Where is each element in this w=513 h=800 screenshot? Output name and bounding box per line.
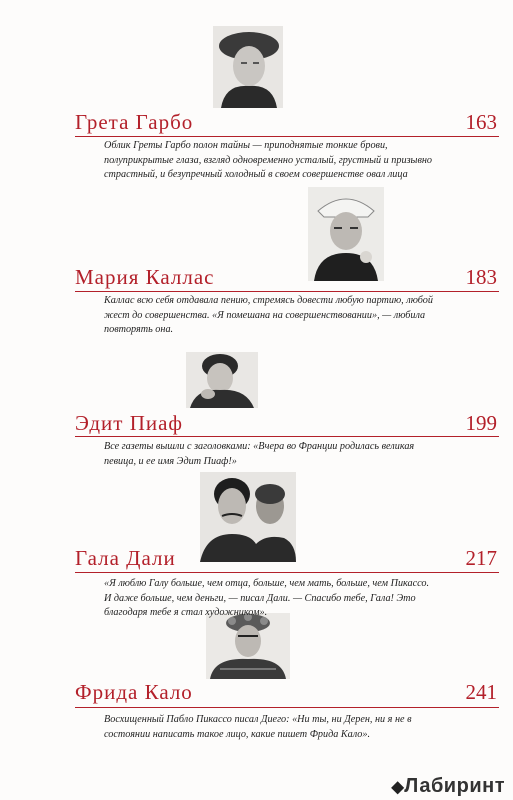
labirint-watermark: [391, 775, 505, 798]
entry-rule-kahlo: [75, 707, 499, 708]
dali-portrait: [200, 472, 296, 562]
entry-rule-garbo: [75, 136, 499, 137]
kahlo-portrait: [206, 613, 290, 679]
entry-text-callas: Каллас всю себя отдавала пению, стремясь довести любую партию, любой жест до совершенства. «Я помешана на совершенствовании», — любила повторять она.: [104, 295, 433, 336]
entry-page-garbo[interactable]: 163: [465, 110, 497, 134]
piaf-portrait: [186, 352, 258, 408]
entry-rule-callas: [75, 291, 499, 292]
entry-text-garbo: Облик Греты Гарбо полон тайны — приподнятые тонкие брови, полуприкрытые глаза, взгляд одновременно усталый, грустный и призывно страстный, и безупречный холодный в своем совершенстве овал лица: [104, 140, 433, 181]
entry-name-gala[interactable]: Гала Дали: [75, 546, 176, 570]
callas-portrait: [308, 187, 384, 281]
entry-name-garbo[interactable]: Грета Гарбо: [75, 110, 194, 134]
labirint-logo-icon: ◆: [391, 779, 405, 796]
entry-rule-piaf: [75, 436, 499, 437]
entry-text-piaf: Все газеты вышли с заголовками: «Вчера во Франции родилась великая певица, и ее имя Эдит Пиаф!»: [104, 441, 415, 467]
entry-name-piaf[interactable]: Эдит Пиаф: [75, 411, 184, 435]
entry-rule-gala: [75, 572, 499, 573]
entry-page-gala[interactable]: 217: [465, 546, 497, 570]
entry-name-callas[interactable]: Мария Каллас: [75, 265, 215, 289]
entry-page-piaf[interactable]: 199: [465, 411, 497, 435]
entry-page-callas[interactable]: 183: [465, 265, 497, 289]
entry-text-kahlo: Восхищенный Пабло Пикассо писал Диего: «Ни ты, ни Дерен, ни я не в состоянии написать такое лицо, какие пишет Фрида Кало».: [104, 714, 412, 740]
entry-text-gala: «Я люблю Галу больше, чем отца, больше, чем мать, больше, чем Пикассо. И даже больше, чем деньги, — писал Дали. — Спасибо тебе, Гала! Это благодаря тебе я стал художником».: [104, 578, 430, 619]
entry-page-kahlo[interactable]: 241: [465, 680, 497, 704]
entry-name-kahlo[interactable]: Фрида Кало: [75, 680, 193, 704]
watermark-text: Лабиринт: [404, 775, 505, 797]
garbo-portrait: [213, 26, 283, 108]
